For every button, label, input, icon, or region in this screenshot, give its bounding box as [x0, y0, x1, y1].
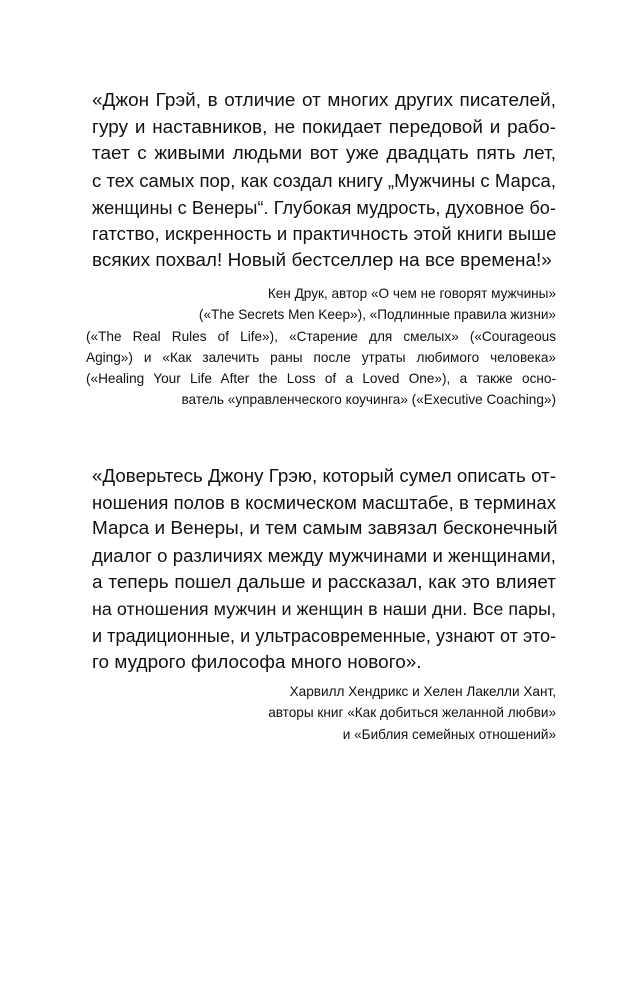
quote-line: и традиционные, и ультрасовременные, узнают от это-	[92, 626, 557, 647]
attribution-line: Харвилл Хендрикс и Хелен Лакелли Хант,	[289, 684, 556, 699]
quote-line: всяких похвал! Новый бестселлер на все времена!»	[92, 250, 552, 272]
quote-line: диалог о различиях между мужчинами и женщинами,	[92, 545, 556, 567]
quote-line: гуру и наставников, не покидает передовой и рабо-	[92, 116, 556, 138]
quote-john-gray-ken-druck	[92, 88, 556, 275]
quote-line: Марса и Венеры, и тем самым завязал бесконечный	[92, 518, 558, 540]
quote-line: «Джон Грэй, в отличие от многих других писателей,	[92, 90, 556, 111]
attribution-line: Aging») и «Как залечить раны после утраты любимого человека»	[86, 349, 556, 365]
quote-line: а теперь пошел дальше и рассказал, как это влияет	[92, 571, 556, 593]
attribution-line: авторы книг «Как добиться желанной любви»	[268, 705, 556, 721]
quote-line: женщины с Венеры“. Глубокая мудрость, духовное бо-	[92, 197, 557, 218]
quote-line: гатство, искренность и практичность этой книги выше	[92, 223, 557, 245]
quote-hendrix-hunt	[92, 463, 556, 677]
attribution-line: («The Real Rules of Life»), «Старение для смелых» («Courageous	[86, 328, 556, 344]
quote-line: «Доверьтесь Джону Грэю, который сумел описать от-	[92, 465, 556, 486]
attribution-line: Кен Друк, автор «О чем не говорят мужчины»	[267, 286, 556, 301]
attribution-line: и «Библия семейных отношений»	[342, 726, 556, 742]
attribution-line: («Healing Your Life After the Loss of a Loved One»), а также осно-	[86, 371, 556, 387]
quote-line: го мудрого философа много нового».	[92, 651, 422, 673]
attribution-ken-druck	[86, 283, 556, 411]
quote-line: тает с живыми людьми вот уже двадцать пять лет,	[92, 143, 556, 165]
attribution-line: («The Secrets Men Keep»), «Подлинные правила жизни»	[198, 307, 556, 323]
attribution-hendrix-hunt	[86, 681, 556, 745]
attribution-line: ватель «управленческого коучинга» («Executive Coaching»)	[181, 392, 556, 408]
quote-line: с тех самых пор, как создал книгу „Мужчины с Марса,	[92, 170, 557, 192]
quote-line: ношения полов в космическом масштабе, в терминах	[92, 491, 556, 513]
quote-line: на отношения мужчин и женщин в наши дни. Все пары,	[92, 599, 556, 620]
